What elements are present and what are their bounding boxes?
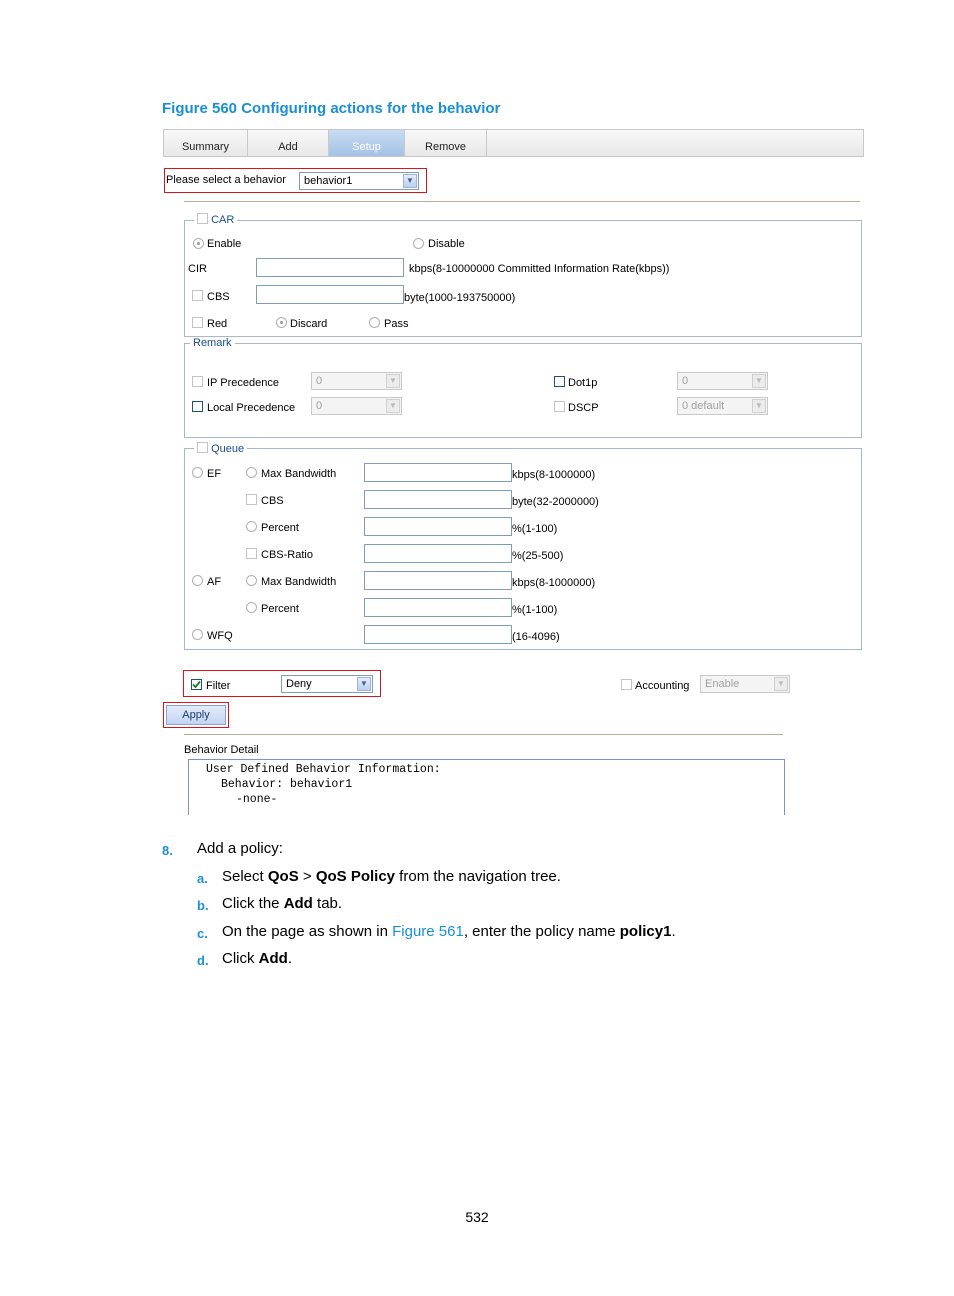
detail-line: Behavior: behavior1 bbox=[221, 778, 353, 791]
car-checkbox[interactable] bbox=[197, 213, 208, 224]
discard-radio[interactable] bbox=[276, 317, 287, 328]
tab-add[interactable]: Add bbox=[248, 130, 329, 156]
chevron-down-icon: ▼ bbox=[386, 399, 400, 413]
behavior-detail-title: Behavior Detail bbox=[184, 744, 259, 756]
accounting-select[interactable] bbox=[700, 675, 790, 693]
substep-letter: b. bbox=[197, 898, 209, 913]
cir-hint: kbps(8-10000000 Committed Information Rate(kbps)) bbox=[409, 263, 670, 275]
ef-cbs-ratio-input[interactable] bbox=[364, 544, 512, 563]
af-percent-radio[interactable] bbox=[246, 602, 257, 613]
af-label: AF bbox=[207, 576, 222, 588]
queue-checkbox[interactable] bbox=[197, 442, 208, 453]
dot1p-checkbox[interactable] bbox=[554, 376, 565, 387]
local-precedence-label: Local Precedence bbox=[207, 402, 296, 414]
ef-cbs-input[interactable] bbox=[364, 490, 512, 509]
substep-d: Click Add. bbox=[222, 950, 293, 967]
checkmark-icon bbox=[192, 680, 201, 689]
red-label: Red bbox=[207, 318, 228, 330]
filter-label: Filter bbox=[206, 680, 231, 692]
car-enable-label: Enable bbox=[207, 238, 242, 250]
cbs-label: CBS bbox=[207, 291, 230, 303]
ef-max-bandwidth-label: Max Bandwidth bbox=[261, 468, 337, 480]
pass-label: Pass bbox=[384, 318, 409, 330]
wfq-input[interactable] bbox=[364, 625, 512, 644]
apply-button[interactable]: Apply bbox=[166, 705, 226, 725]
tab-setup[interactable]: Setup bbox=[329, 130, 405, 156]
ef-cbs-ratio-checkbox[interactable] bbox=[246, 548, 257, 559]
dscp-checkbox[interactable] bbox=[554, 401, 565, 412]
local-precedence-value: 0 bbox=[316, 400, 323, 412]
chevron-down-icon: ▼ bbox=[357, 677, 371, 691]
step-text: Add a policy: bbox=[197, 840, 283, 857]
substep-letter: d. bbox=[197, 953, 209, 968]
dot1p-value: 0 bbox=[682, 375, 689, 387]
af-max-bandwidth-hint: kbps(8-1000000) bbox=[512, 577, 596, 589]
behavior-select[interactable] bbox=[299, 172, 419, 190]
queue-legend bbox=[194, 442, 247, 455]
af-percent-hint: %(1-100) bbox=[512, 604, 558, 616]
dscp-label: DSCP bbox=[568, 402, 599, 414]
accounting-label: Accounting bbox=[635, 680, 690, 692]
cir-label: CIR bbox=[188, 263, 207, 275]
substep-c: On the page as shown in Figure 561, enter the policy name policy1. bbox=[222, 923, 676, 940]
ef-cbs-ratio-hint: %(25-500) bbox=[512, 550, 564, 562]
ip-precedence-label: IP Precedence bbox=[207, 377, 279, 389]
tab-bar bbox=[163, 129, 864, 157]
dscp-select[interactable] bbox=[677, 397, 768, 415]
cbs-hint: byte(1000-193750000) bbox=[404, 292, 516, 304]
discard-label: Discard bbox=[290, 318, 328, 330]
behavior-select-label: Please select a behavior bbox=[166, 174, 286, 186]
ef-max-bandwidth-hint: kbps(8-1000000) bbox=[512, 469, 596, 481]
chevron-down-icon: ▼ bbox=[403, 174, 417, 188]
wfq-hint: (16-4096) bbox=[512, 631, 560, 643]
figure-caption: Figure 560 Configuring actions for the behavior bbox=[162, 100, 501, 117]
wfq-radio[interactable] bbox=[192, 629, 203, 640]
tab-summary[interactable]: Summary bbox=[164, 130, 248, 156]
detail-line: -none- bbox=[236, 793, 278, 806]
dot1p-select[interactable] bbox=[677, 372, 768, 390]
cbs-input[interactable] bbox=[256, 285, 404, 304]
af-radio[interactable] bbox=[192, 575, 203, 586]
ip-precedence-value: 0 bbox=[316, 375, 323, 387]
filter-select-value: Deny bbox=[286, 678, 312, 690]
ef-percent-radio[interactable] bbox=[246, 521, 257, 532]
substep-a: Select QoS > QoS Policy from the navigation tree. bbox=[222, 868, 561, 885]
pass-radio[interactable] bbox=[369, 317, 380, 328]
step-number: 8. bbox=[162, 843, 173, 858]
ef-radio[interactable] bbox=[192, 467, 203, 478]
af-max-bandwidth-input[interactable] bbox=[364, 571, 512, 590]
local-precedence-select[interactable] bbox=[311, 397, 402, 415]
wfq-label: WFQ bbox=[207, 630, 233, 642]
chevron-down-icon: ▼ bbox=[752, 374, 766, 388]
chevron-down-icon: ▼ bbox=[386, 374, 400, 388]
chevron-down-icon: ▼ bbox=[752, 399, 766, 413]
ef-cbs-ratio-label: CBS-Ratio bbox=[261, 549, 313, 561]
ef-cbs-checkbox[interactable] bbox=[246, 494, 257, 505]
local-precedence-checkbox[interactable] bbox=[192, 401, 203, 412]
filter-select[interactable] bbox=[281, 675, 373, 693]
accounting-checkbox[interactable] bbox=[621, 679, 632, 690]
cir-input[interactable] bbox=[256, 258, 404, 277]
behavior-select-value: behavior1 bbox=[304, 175, 353, 187]
figure-561-link[interactable]: Figure 561 bbox=[392, 923, 464, 940]
cbs-checkbox[interactable] bbox=[192, 290, 203, 301]
ef-label: EF bbox=[207, 468, 222, 480]
ef-percent-hint: %(1-100) bbox=[512, 523, 558, 535]
substep-b: Click the Add tab. bbox=[222, 895, 343, 912]
af-percent-input[interactable] bbox=[364, 598, 512, 617]
dscp-value: 0 default bbox=[682, 400, 725, 412]
car-enable-radio[interactable] bbox=[193, 238, 204, 249]
behavior-detail-box bbox=[188, 759, 785, 815]
red-checkbox[interactable] bbox=[192, 317, 203, 328]
ef-percent-label: Percent bbox=[261, 522, 299, 534]
car-legend bbox=[194, 213, 237, 226]
car-disable-radio[interactable] bbox=[413, 238, 424, 249]
ef-max-bandwidth-radio[interactable] bbox=[246, 467, 257, 478]
page-number: 532 bbox=[465, 1209, 489, 1225]
remark-legend: Remark bbox=[190, 337, 235, 349]
ef-cbs-hint: byte(32-2000000) bbox=[512, 496, 599, 508]
divider bbox=[184, 734, 783, 735]
af-percent-label: Percent bbox=[261, 603, 299, 615]
tab-remove[interactable]: Remove bbox=[405, 130, 487, 156]
ef-cbs-label: CBS bbox=[261, 495, 284, 507]
substep-letter: a. bbox=[197, 871, 208, 886]
accounting-select-value: Enable bbox=[705, 678, 740, 690]
detail-line: User Defined Behavior Information: bbox=[206, 763, 441, 776]
substep-letter: c. bbox=[197, 926, 208, 941]
ip-precedence-checkbox[interactable] bbox=[192, 376, 203, 387]
chevron-down-icon: ▼ bbox=[774, 677, 788, 691]
filter-checkbox[interactable] bbox=[191, 679, 202, 690]
ef-max-bandwidth-input[interactable] bbox=[364, 463, 512, 482]
ip-precedence-select[interactable] bbox=[311, 372, 402, 390]
af-max-bandwidth-label: Max Bandwidth bbox=[261, 576, 337, 588]
car-legend-label: CAR bbox=[211, 214, 235, 226]
divider bbox=[184, 201, 860, 202]
car-disable-label: Disable bbox=[428, 238, 465, 250]
ef-percent-input[interactable] bbox=[364, 517, 512, 536]
remark-fieldset bbox=[184, 343, 862, 438]
dot1p-label: Dot1p bbox=[568, 377, 598, 389]
queue-legend-label: Queue bbox=[211, 443, 245, 455]
af-max-bandwidth-radio[interactable] bbox=[246, 575, 257, 586]
